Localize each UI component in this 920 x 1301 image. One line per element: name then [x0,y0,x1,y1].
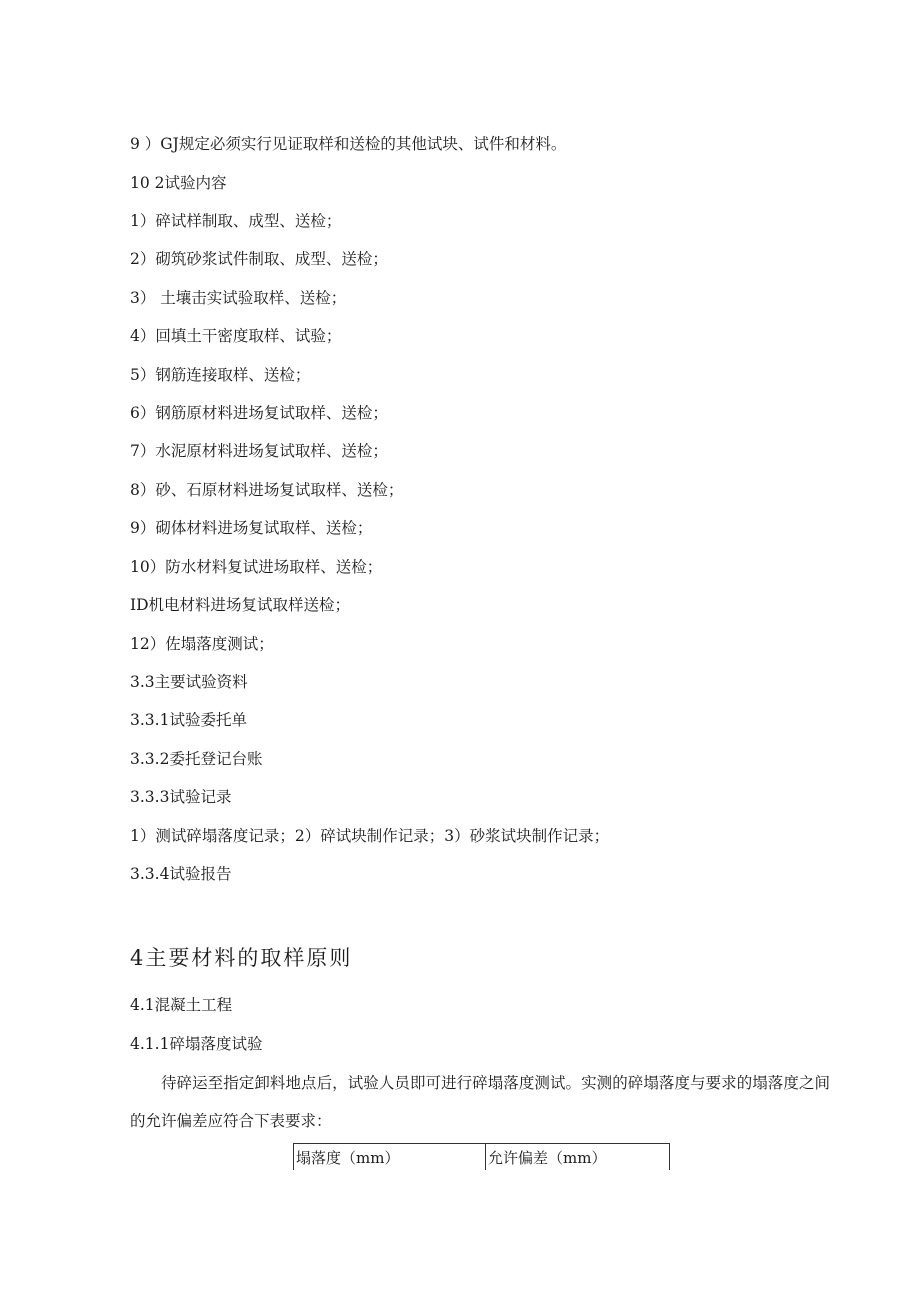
list-item: 9 ）GJ规定必须实行见证取样和送检的其他试块、试件和材料。 [130,135,567,153]
list-item: 8）砂、石原材料进场复试取样、送检； [130,481,404,499]
list-item: 7）水泥原材料进场复试取样、送检； [130,442,388,460]
list-item: 5）钢筋连接取样、送检； [130,366,311,384]
table-header-slump: 塌落度（mm） [294,1144,486,1170]
list-item: 10）防水材料复试进场取样、送检； [130,558,383,576]
chapter-heading: 4主要材料的取样原则 [130,946,353,970]
subsection-title: 3.3.1试验委托单 [130,711,247,729]
list-item: 4）回填土干密度取样、试验； [130,327,342,345]
list-item: 6）钢筋原材料进场复试取样、送检； [130,404,388,422]
list-item: 9）砌体材料进场复试取样、送检； [130,519,373,537]
subsection-title: 3.3.4试验报告 [130,865,232,883]
subsection-title: 3.3.2委托登记台账 [130,750,263,768]
list-item: 2）砌筑砂浆试件制取、成型、送检； [130,250,388,268]
section-title: 10 2试验内容 [130,174,227,192]
section-title: 4.1混凝土工程 [130,996,233,1014]
subsection-title: 3.3.3试验记录 [130,788,232,806]
list-item: ID机电材料进场复试取样送检； [130,596,351,614]
list-item: 3） 土壤击实试验取样、送检； [130,289,347,307]
list-item: 1）测试碎塌落度记录；2）碎试块制作记录；3）砂浆试块制作记录； [130,827,610,845]
section-title: 3.3主要试验资料 [130,673,248,691]
table-header-tolerance: 允许偏差（mm） [488,1149,607,1167]
subsection-title: 4.1.1碎塌落度试验 [130,1035,263,1053]
tolerance-table [293,1143,670,1170]
list-item: 1）碎试样制取、成型、送检； [130,212,342,230]
body-paragraph: 待碎运至指定卸料地点后，试验人员即可进行碎塌落度测试。实测的碎塌落度与要求的塌落度之间的允许偏差应符合下表要求： [130,1074,830,1130]
list-item: 12）佐塌落度测试； [130,635,274,653]
